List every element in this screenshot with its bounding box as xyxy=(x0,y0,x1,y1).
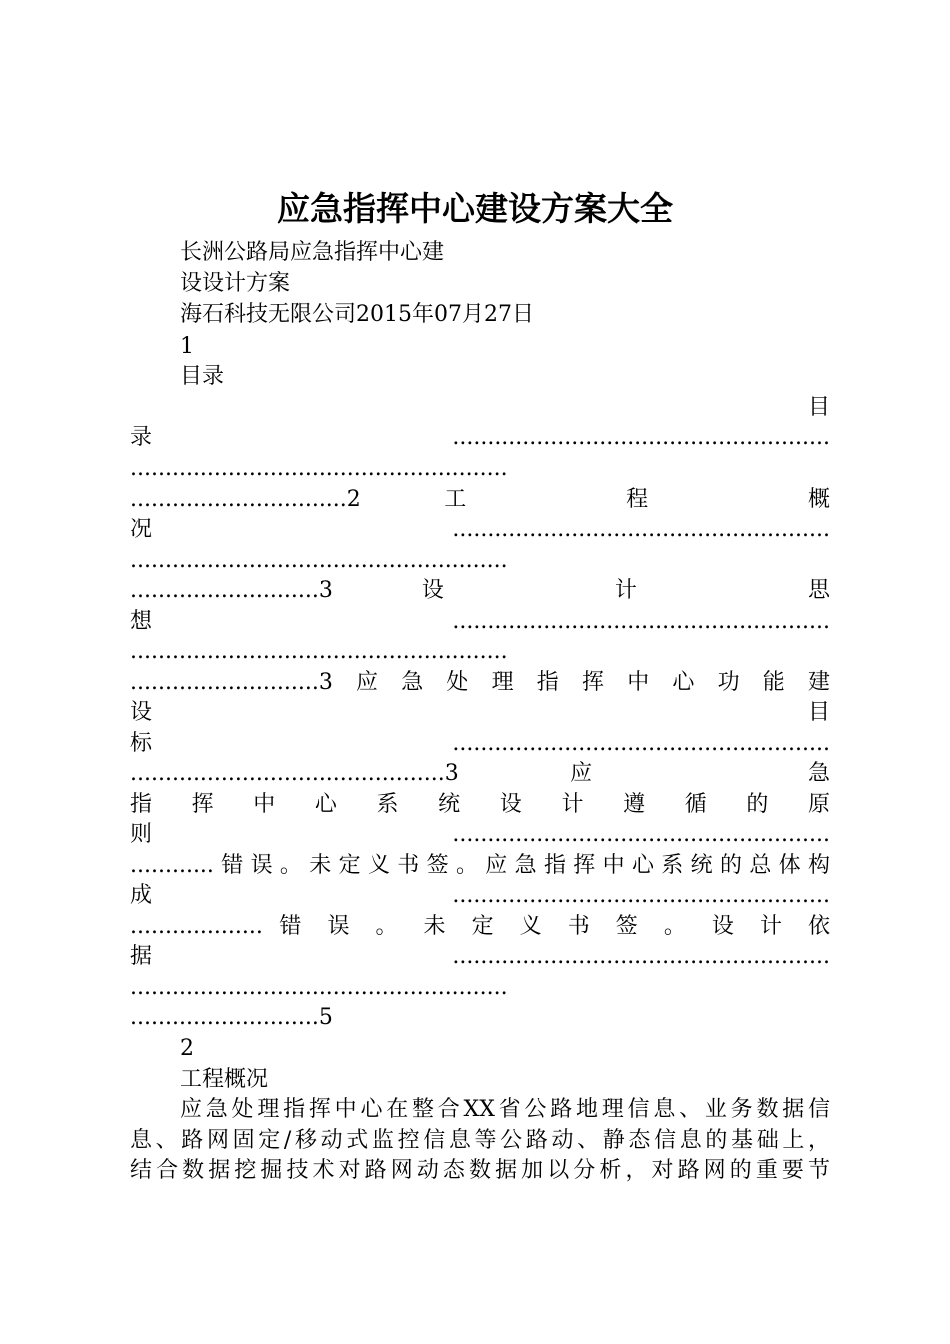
cover-line-2: 设设计方案 xyxy=(180,271,291,296)
toc-line: 成...................................................... xyxy=(130,883,830,908)
page-number-2: 2 xyxy=(180,1036,194,1061)
toc-line: ...............................2 工 程 概 xyxy=(130,487,830,512)
toc-heading: 目录 xyxy=(180,364,225,389)
toc-line: 录...................................................... xyxy=(130,425,830,450)
toc-line: ...................................................... xyxy=(130,456,508,481)
toc-line: ...................................................... xyxy=(130,548,508,573)
paragraph-line: 应急处理指挥中心在整合XX省公路地理信息、业务数据信 xyxy=(180,1097,830,1122)
section-heading: 工程概况 xyxy=(180,1067,269,1092)
toc-line: ................... 错 误 。 未 定 义 书 签 。 设 计 依 xyxy=(130,914,830,939)
toc-line: 则...................................................... xyxy=(130,822,830,847)
toc-line: 指 挥 中 心 系 统 设 计 遵 循 的 原 xyxy=(130,792,830,817)
toc-line: ...........................5 xyxy=(130,1005,333,1030)
toc-line: ............错误。未定义书签。应急指挥中心系统的总体构 xyxy=(130,853,830,878)
paragraph-line: 息、路网固定/移动式监控信息等公路动、静态信息的基础上， xyxy=(130,1128,830,1153)
toc-line: ...........................3应急处理指挥中心功能建 xyxy=(130,670,830,695)
toc-line: 况...................................................... xyxy=(130,517,830,542)
toc-line: 设 目 xyxy=(130,700,830,725)
paragraph-line: 结合数据挖掘技术对路网动态数据加以分析，对路网的重要节 xyxy=(130,1158,830,1183)
toc-line: 想...................................................... xyxy=(130,609,830,634)
page-number-1: 1 xyxy=(180,334,194,359)
toc-line: 目 xyxy=(807,395,830,420)
toc-line: 标...................................................... xyxy=(130,731,830,756)
cover-company-date: 海石科技无限公司2015年07月27日 xyxy=(180,302,534,327)
toc-line: ...................................................... xyxy=(130,639,508,664)
toc-line: ...........................3 设 计 思 xyxy=(130,578,830,603)
toc-line: 据...................................................... xyxy=(130,944,830,969)
toc-line: .............................................3 应 急 xyxy=(130,761,830,786)
cover-line-1: 长洲公路局应急指挥中心建 xyxy=(180,240,445,265)
document-title: 应急指挥中心建设方案大全 xyxy=(277,189,673,228)
toc-line: ...................................................... xyxy=(130,975,508,1000)
